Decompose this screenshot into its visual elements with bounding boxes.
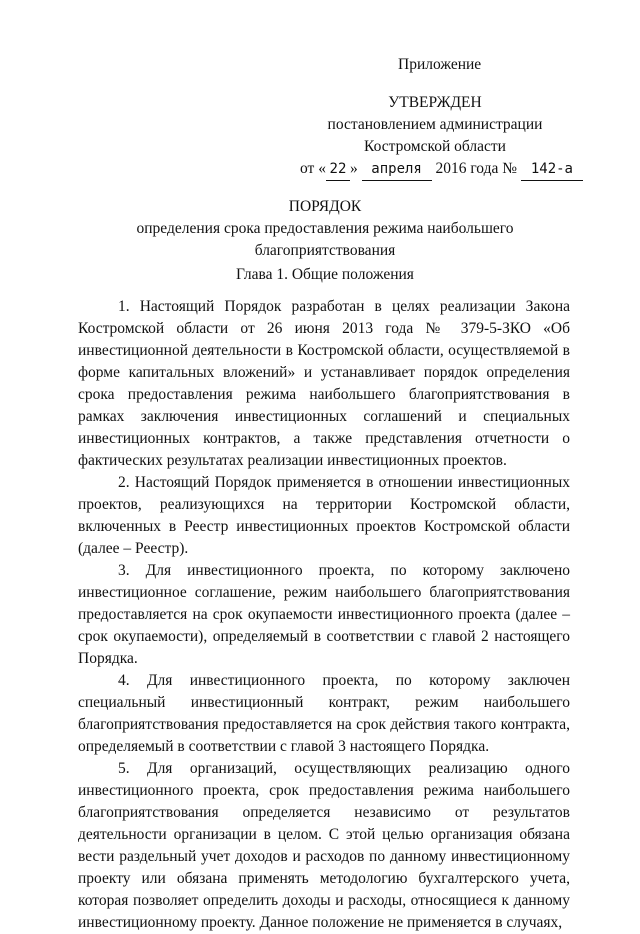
doc-title-block [80,196,570,262]
paragraph-5: 5. Для организаций, осуществляющих реализацию одного инвестиционного проекта, срок предоставления режима наибольшего благоприятствования определяется независимо от результатов деятельности организации в целом. С этой целью организация обязана вести раздельный учет доходов и расходов по данному инвестиционному проекту или обязана применять методологию бухгалтерского учета, которая позволяет определить доходы и расходы, относящиеся к данному инвестиционному проекту. Данное положение не применяется в случаях, [78,760,570,931]
date-month: апреля [362,158,432,181]
date-mid: » [349,160,358,177]
resolution-line: постановлением администрации [327,116,543,133]
approved-label: УТВЕРЖДЕН [388,94,482,111]
paragraph-3: 3. Для инвестиционного проекта, по которому заключено инвестиционное соглашение, режим наибольшего благоприятствования предоставляется на срок окупаемости инвестиционного проекта (далее – срок окупаемости), определяемый в соответствии с главой 2 настоящего Порядка. [78,562,570,667]
doc-subtitle: определения срока предоставления режима наибольшего благоприятствования [136,220,514,259]
region-line: Костромской области [364,138,506,155]
appendix-label: Приложение [398,56,482,73]
document-body [78,296,570,934]
paragraph-2: 2. Настоящий Порядок применяется в отношении инвестиционных проектов, реализующихся на территории Костромской области, включенных в Реестр инвестиционных проектов Костромской области (далее – Реестр). [78,474,570,557]
paragraph-4: 4. Для инвестиционного проекта, по которому заключен специальный инвестиционный контракт, режим наибольшего благоприятствования предоставляется на срок действия такого контракта, определяемый в соответствии с главой 3 настоящего Порядка. [78,672,570,755]
date-line [300,158,573,181]
date-year: 2016 года № [435,160,518,177]
paragraph-1: 1. Настоящий Порядок разработан в целях реализации Закона Костромской области от 26 июня 2013 года № 379-5-ЗКО «Об инвестиционной деятельности в Костромской области, осуществляемой в форме капитальных вложений» и устанавливает порядок определения срока предоставления режима наибольшего благоприятствования в рамках заключения инвестиционных соглашений и специальных инвестиционных контрактов, а также представления отчетности о фактических результатах реализации инвестиционных проектов. [78,298,570,469]
doc-title: ПОРЯДОК [288,198,362,215]
chapter-heading: Глава 1. Общие положения [236,266,414,283]
approval-stamp [300,92,573,181]
date-prefix: от « [300,160,326,177]
doc-number: 142-а [521,158,583,181]
date-day: 22 [326,158,350,181]
